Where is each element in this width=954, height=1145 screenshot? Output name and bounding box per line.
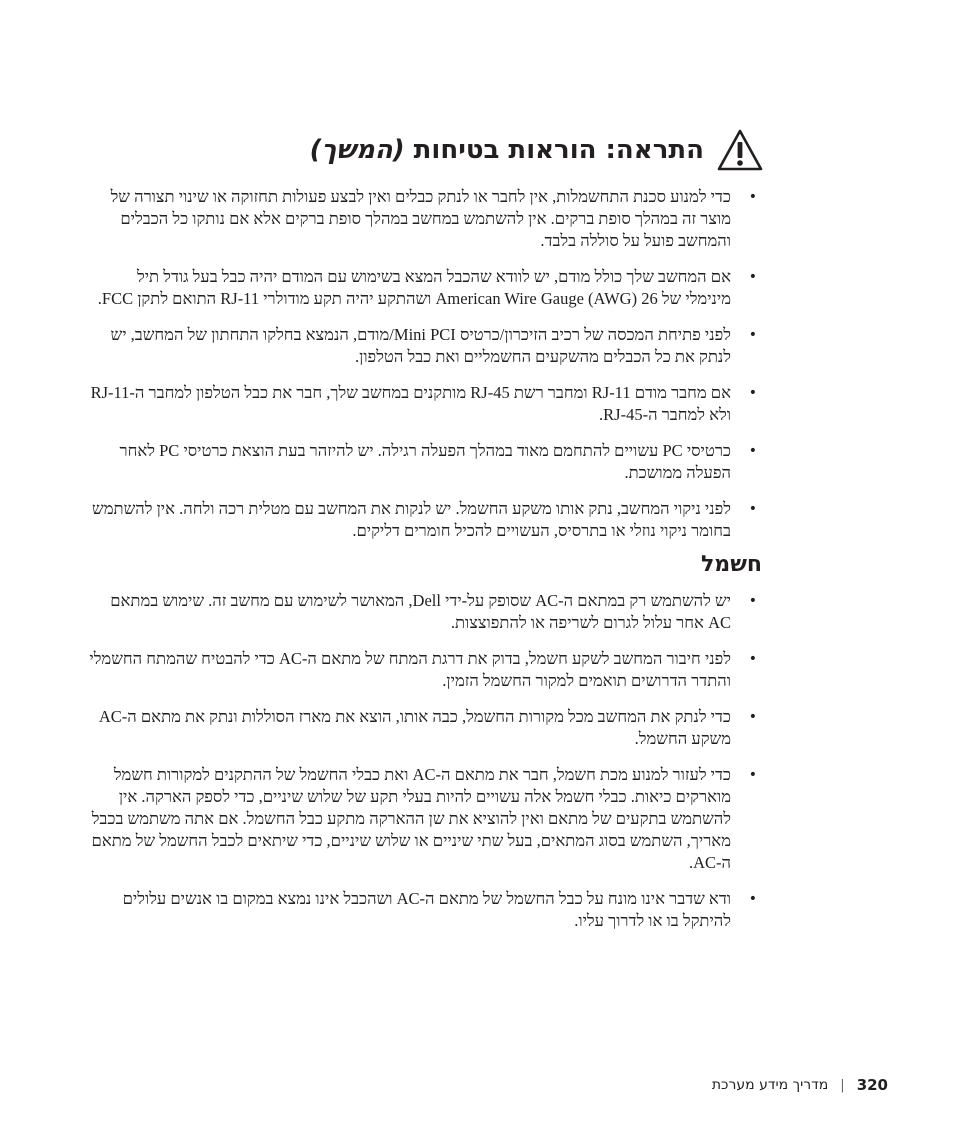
power-section-heading: חשמל [700,552,762,577]
title-paren: (המשך) [309,135,405,165]
warning-triangle-icon [716,128,764,172]
list-item: • כדי לנתק את המחשב מכל מקורות החשמל, כבה אותו, הוצא את מארז הסוללות ונתק את מתאם ה-AC משקע החשמל. [89,706,759,750]
footer-divider: | [840,1077,845,1093]
title-row [310,125,764,175]
safety-instructions-list [89,186,759,556]
list-item: • ודא שדבר אינו מונח על כבל החשמל של מתאם ה-AC ושהכבל אינו נמצא במקום בו אנשים עלולים להיתקל בו או לדרוך עליו. [89,888,759,932]
title-main: התראה: הוראות בטיחות [413,135,704,165]
list-item: • כדי לעזור למנוע מכת חשמל, חבר את מתאם ה-AC ואת כבלי החשמל של ההתקנים למקורות חשמל מוארקים כיאות. כבלי חשמל אלה עשויים להיות בעלי תקע של שלוש שיניים, כדי לספק הארקה. אין להשתמש בתקעים של מתאם ואין להוציא את שן ההארקה מתקע כבל החשמל. אם אתה משתמש בכבל מאריך, השתמש בסוג המתאים, בעל שתי שיניים או שלוש שיניים, כדי שיתאים לכבל החשמל של מתאם ה-AC. [89,764,759,874]
list-item: • לפני ניקוי המחשב, נתק אותו משקע החשמל. יש לנקות את המחשב עם מטלית רכה ולחה. אין להשתמש בחומר ניקוי נוזלי או בתרסיס, העשויים להכיל חומרים דליקים. [89,498,759,542]
list-item: • אם מחבר מודם RJ-11 ומחבר רשת RJ-45 מותקנים במחשב שלך, חבר את כבל הטלפון למחבר ה-RJ-11 ולא למחבר ה-RJ-45. [89,382,759,426]
list-item: • כרטיסי PC עשויים להתחמם מאוד במהלך הפעלה רגילה. יש להיזהר בעת הוצאת כרטיסי PC לאחר הפעלה ממושכת. [89,440,759,484]
footer-guide-title: מדריך מידע מערכת [711,1077,829,1093]
list-item: • יש להשתמש רק במתאם ה-AC שסופק על-ידי Dell, המאושר לשימוש עם מחשב זה. שימוש במתאם AC אחר עלול לגרום לשריפה או להתפוצצות. [89,590,759,634]
list-item: • כדי למנוע סכנת התחשמלות, אין לחבר או לנתק כבלים ואין לבצע פעולות תחזוקה או שינוי תצורה של מוצר זה במהלך סופת ברקים. אין להשתמש במחשב במהלך סופת ברקים אלא אם נותקו כל הכבלים והמחשב פועל על סוללה בלבד. [89,186,759,252]
page-title [310,135,704,165]
page-number: 320 [856,1076,888,1094]
list-item: • לפני פתיחת המכסה של רכיב הזיכרון/כרטיס Mini PCI/מודם, הנמצא בחלקו התחתון של המחשב, יש לנתק את כל הכבלים מהשקעים החשמליים ואת כבל הטלפון. [89,324,759,368]
list-item: • לפני חיבור המחשב לשקע חשמל, בדוק את דרגת המתח של מתאם ה-AC כדי להבטיח שהמתח החשמלי והתדר הדרושים תואמים למקור החשמל הזמין. [89,648,759,692]
list-item: • אם המחשב שלך כולל מודם, יש לוודא שהכבל המצא בשימוש עם המודם יהיה כבל בעל גודל תיל מינימלי של American Wire Gauge (AWG) 26 ושהתקע יהיה תקע מודולרי RJ-11 התואם לתקן FCC. [89,266,759,310]
power-instructions-list [89,590,759,946]
page-footer [712,1076,888,1094]
